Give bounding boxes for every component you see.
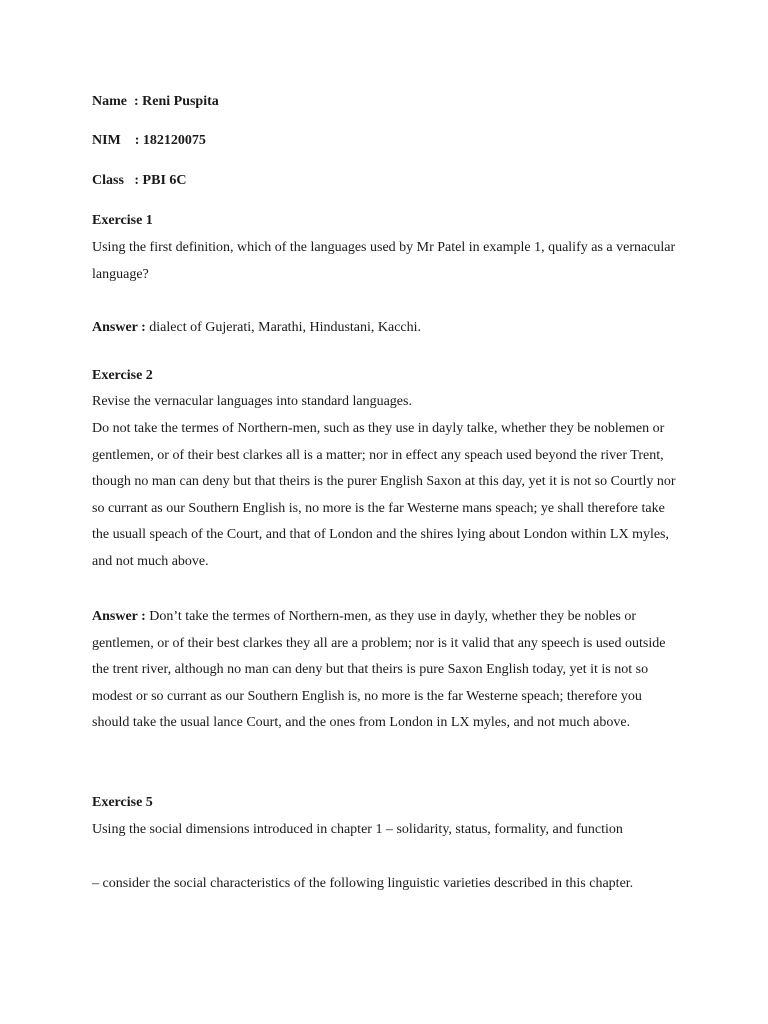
answer-label: Answer : (92, 320, 146, 335)
student-class: Class : PBI 6C (92, 173, 187, 188)
student-name: Name : Reni Puspita (92, 94, 219, 109)
exercise-1-question: Using the first definition, which of the languages used by Mr Patel in example 1, qualify as a vernacular language? (92, 240, 676, 282)
exercise-5-heading: Exercise 5 (92, 795, 153, 810)
answer-label: Answer : (92, 609, 146, 624)
exercise-2-heading: Exercise 2 (92, 368, 153, 383)
exercise-2-passage: Do not take the termes of Northern-men, such as they use in dayly talke, whether they be noblemen or gentlemen, or of their best clarkes all is a matter; nor in effect any speach used beyond the river Trent, though no man can deny but that theirs is the purer English Saxon at this day, yet it is not so Courtly nor so currant as our Southern English is, no more is the far Westerne mans speach; ye shall therefore take the usuall speach of the Court, and that of London and the shires lying about London within LX myles, and not much above. (92, 421, 676, 569)
answer-text: Don’t take the termes of Northern-men, as they use in dayly, whether they be nobles or gentlemen, or of their best clarkes they all are a problem; nor is it valid that any speech is used outside the trent river, although no man can deny but that theirs is pure Saxon English today, yet it is not so modest or so currant as our Southern English is, no more is the far Westerne speach; therefore you should take the usual lance Court, and the ones from London in LX myles, and not much above. (92, 609, 666, 731)
exercise-1-heading: Exercise 1 (92, 213, 153, 228)
exercise-2-instruction: Revise the vernacular languages into standard languages. (92, 394, 412, 409)
exercise-1-answer (92, 315, 682, 342)
exercise-2-answer (92, 604, 682, 737)
student-nim: NIM : 182120075 (92, 133, 206, 148)
answer-text: dialect of Gujerati, Marathi, Hindustani, Kacchi. (145, 320, 422, 335)
exercise-5-question-part2: – consider the social characteristics of the following linguistic varieties described in this chapter. (92, 876, 634, 891)
exercise-5-question-part1: Using the social dimensions introduced in chapter 1 – solidarity, status, formality, and function (92, 822, 623, 837)
